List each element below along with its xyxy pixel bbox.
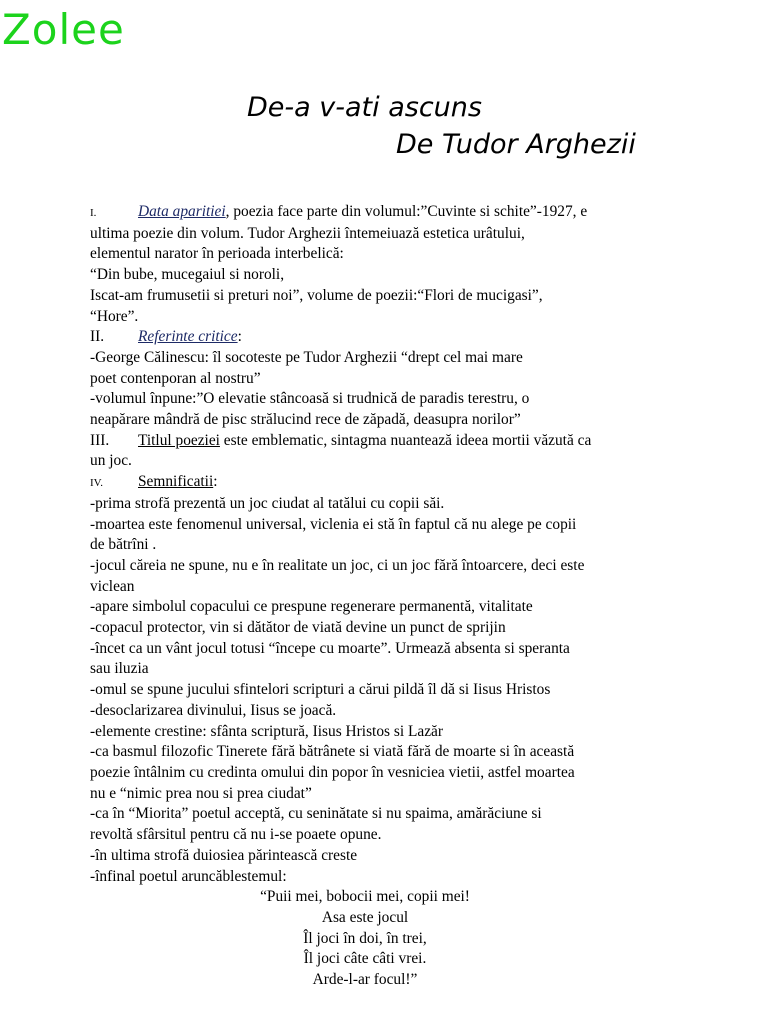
section-4-line bbox=[90, 472, 670, 494]
section-heading-link[interactable]: Referinte critice bbox=[138, 328, 238, 346]
colon: : bbox=[213, 473, 218, 491]
paragraph-text: , poezia face parte din volumul:”Cuvinte si schite”-1927, e bbox=[225, 203, 588, 220]
list-item: viclean bbox=[90, 577, 135, 595]
paragraph-text: este emblematic, sintagma nuantează ideea mortii văzută ca bbox=[219, 431, 592, 449]
colon: : bbox=[237, 328, 242, 346]
poem-line: Asa este jocul bbox=[321, 908, 409, 926]
paragraph-line: elementul narator în perioada interbelică: bbox=[90, 245, 344, 263]
quote-line: “Hore”. bbox=[90, 307, 139, 325]
list-item: -jocul căreia ne spune, nu e în realitate un joc, ci un joc fără întoarcere, deci este bbox=[90, 556, 585, 574]
list-item: -ca basmul filozofic Tinerete fără bătrânete si viată fără de moarte si în această bbox=[90, 743, 575, 761]
logo: Zolee bbox=[2, 5, 125, 54]
section-number: IV. bbox=[90, 477, 103, 490]
paragraph-line: un joc. bbox=[90, 452, 132, 470]
list-item: -elemente crestine: sfânta scriptură, Iisus Hristos si Lazăr bbox=[90, 722, 444, 740]
list-item: poezie întâlnim cu credinta omului din popor în vesniciea vietii, astfel moartea bbox=[90, 763, 575, 781]
quote-line: “Din bube, mucegaiul si noroli, bbox=[90, 266, 285, 284]
list-item: -în ultima strofă duiosiea părintească creste bbox=[90, 846, 358, 864]
list-item: sau iluzia bbox=[90, 660, 149, 678]
poem-line: Îl joci câte câti vrei. bbox=[303, 950, 427, 968]
section-1-line bbox=[90, 202, 670, 224]
list-item: -ca în “Miorita” poetul acceptă, cu seninătate si nu spaima, amărăciune si bbox=[90, 805, 542, 823]
poem-line: Arde-l-ar focul!” bbox=[312, 971, 418, 989]
list-item: de bătrîni . bbox=[90, 536, 157, 554]
document-body bbox=[90, 202, 670, 991]
poem-line: “Puii mei, bobocii mei, copii mei! bbox=[260, 888, 470, 906]
section-heading: Semnificatii bbox=[138, 473, 214, 491]
document-title: De-a v-ati ascuns bbox=[247, 92, 482, 123]
section-number: II. bbox=[90, 328, 105, 346]
poem-line: Îl joci în doi, în trei, bbox=[303, 929, 427, 947]
list-item: -prima strofă prezentă un joc ciudat al tatălui cu copii săi. bbox=[90, 494, 445, 512]
paragraph-line: ultima poezie din volum. Tudor Arghezii întemeiuază estetica urâtului, bbox=[90, 224, 525, 242]
document-author: De Tudor Arghezii bbox=[396, 129, 636, 160]
paragraph-line: -volumul înpune:”O elevatie stâncoasă si trudnică de paradis terestru, o bbox=[90, 390, 530, 408]
list-item: -moartea este fenomenul universal, viclenia ei stă în faptul că nu alege pe copii bbox=[90, 515, 577, 533]
section-3-line bbox=[90, 431, 670, 452]
list-item: nu e “nimic prea nou si prea ciudat” bbox=[90, 784, 312, 802]
list-item: -copacul protector, vin si dătător de viată devine un punct de sprijin bbox=[90, 619, 506, 637]
section-number: I. bbox=[90, 207, 97, 219]
paragraph-line: neapărare mândră de pisc strălucind rece de zăpadă, deasupra norilor” bbox=[90, 411, 521, 429]
section-heading: Titlul poeziei bbox=[138, 431, 220, 449]
paragraph-line: poet contenporan al nostru” bbox=[90, 369, 261, 387]
section-heading-link[interactable]: Data aparitiei bbox=[138, 203, 226, 220]
list-item: -omul se spune jucului sfintelori scripturi a cărui pildă îl dă si Iisus Hristos bbox=[90, 681, 551, 699]
section-number: III. bbox=[90, 431, 110, 449]
list-item: -apare simbolul copacului ce prespune regenerare permanentă, vitalitate bbox=[90, 598, 533, 616]
list-item: revoltă sfârsitul pentru că nu i-se poaete opune. bbox=[90, 826, 382, 844]
quote-line: Iscat-am frumusetii si preturi noi”, volume de poezii:“Flori de mucigasi”, bbox=[90, 286, 543, 304]
list-item: -desoclarizarea divinului, Iisus se joacă. bbox=[90, 701, 337, 719]
paragraph-line: -George Călinescu: îl socoteste pe Tudor Arghezii “drept cel mai mare bbox=[90, 348, 523, 366]
section-2-line bbox=[90, 327, 670, 348]
list-item: -înfinal poetul aruncăblestemul: bbox=[90, 867, 287, 885]
list-item: -încet ca un vânt jocul totusi “începe cu moarte”. Urmează absenta si speranta bbox=[90, 639, 570, 657]
